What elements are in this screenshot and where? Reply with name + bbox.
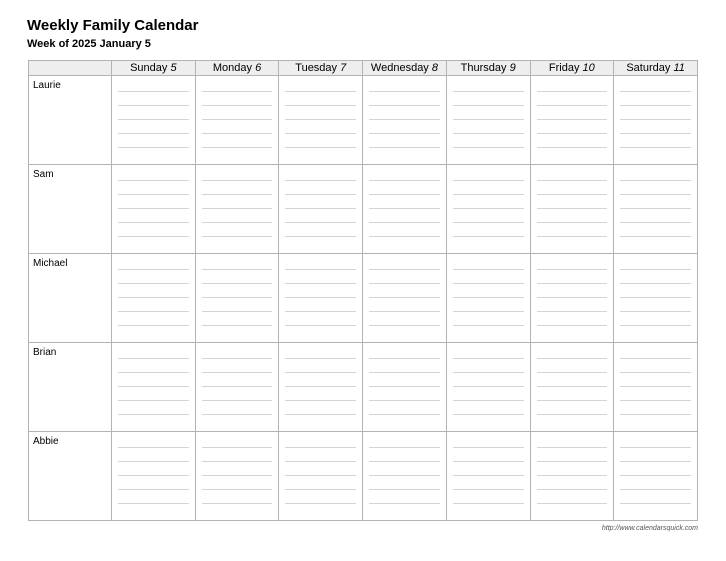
day-name: Wednesday — [370, 62, 429, 74]
writing-line — [453, 448, 524, 462]
writing-line — [118, 490, 189, 504]
day-cell-wednesday[interactable] — [363, 165, 447, 254]
writing-line — [202, 490, 273, 504]
writing-line — [537, 373, 608, 387]
writing-line — [537, 387, 608, 401]
writing-lines — [620, 343, 691, 423]
writing-line — [453, 387, 524, 401]
writing-line — [202, 134, 273, 148]
writing-line — [369, 106, 440, 120]
writing-line — [202, 106, 273, 120]
writing-line — [118, 434, 189, 448]
writing-line — [453, 434, 524, 448]
day-cell-friday[interactable] — [530, 432, 614, 521]
writing-line — [537, 167, 608, 181]
day-cell-monday[interactable] — [195, 165, 279, 254]
day-header-monday — [195, 61, 279, 76]
writing-line — [285, 345, 356, 359]
writing-line — [537, 298, 608, 312]
writing-line — [202, 373, 273, 387]
writing-line — [285, 270, 356, 284]
writing-line — [118, 78, 189, 92]
writing-line — [453, 209, 524, 223]
writing-line — [537, 401, 608, 415]
writing-line — [369, 345, 440, 359]
member-name: Michael — [33, 258, 68, 269]
writing-line — [285, 312, 356, 326]
writing-line — [118, 476, 189, 490]
day-cell-sunday[interactable] — [112, 343, 196, 432]
writing-line — [620, 284, 691, 298]
writing-line — [285, 373, 356, 387]
writing-line — [202, 223, 273, 237]
writing-line — [285, 284, 356, 298]
writing-line — [537, 490, 608, 504]
day-cell-wednesday[interactable] — [363, 343, 447, 432]
writing-line — [620, 92, 691, 106]
writing-lines — [620, 165, 691, 245]
day-header-wednesday — [363, 61, 447, 76]
writing-line — [453, 181, 524, 195]
writing-lines — [369, 76, 440, 156]
writing-line — [537, 270, 608, 284]
member-name-cell — [29, 432, 112, 521]
writing-line — [453, 298, 524, 312]
writing-line — [285, 401, 356, 415]
writing-line — [620, 167, 691, 181]
writing-line — [453, 106, 524, 120]
writing-line — [202, 120, 273, 134]
day-name: Tuesday — [295, 62, 338, 74]
writing-line — [202, 256, 273, 270]
day-cell-tuesday[interactable] — [279, 76, 363, 165]
writing-line — [369, 92, 440, 106]
writing-line — [537, 195, 608, 209]
writing-line — [285, 195, 356, 209]
writing-line — [620, 476, 691, 490]
writing-line — [202, 270, 273, 284]
writing-line — [537, 181, 608, 195]
writing-line — [537, 345, 608, 359]
day-cell-saturday[interactable] — [614, 343, 698, 432]
page-title: Weekly Family Calendar — [27, 17, 199, 34]
footer-url: http://www.calendarsquick.com — [601, 525, 698, 532]
day-date: 11 — [673, 62, 685, 74]
writing-lines — [118, 76, 189, 156]
writing-line — [118, 223, 189, 237]
writing-lines — [537, 343, 608, 423]
writing-line — [202, 462, 273, 476]
writing-lines — [453, 432, 524, 512]
writing-line — [285, 120, 356, 134]
writing-line — [453, 462, 524, 476]
writing-line — [118, 298, 189, 312]
writing-line — [118, 462, 189, 476]
writing-line — [369, 223, 440, 237]
writing-line — [620, 270, 691, 284]
day-cell-monday[interactable] — [195, 343, 279, 432]
day-date: 10 — [582, 62, 595, 74]
day-date: 5 — [170, 62, 177, 74]
writing-lines — [369, 254, 440, 334]
writing-line — [453, 373, 524, 387]
writing-line — [118, 270, 189, 284]
writing-line — [537, 284, 608, 298]
day-header-saturday — [614, 61, 698, 76]
day-cell-thursday[interactable] — [446, 254, 530, 343]
writing-line — [453, 78, 524, 92]
member-name-cell — [29, 254, 112, 343]
day-cell-wednesday[interactable] — [363, 76, 447, 165]
member-row — [29, 76, 698, 165]
writing-line — [537, 134, 608, 148]
writing-line — [285, 359, 356, 373]
writing-lines — [369, 165, 440, 245]
writing-lines — [285, 76, 356, 156]
writing-line — [369, 298, 440, 312]
writing-lines — [453, 76, 524, 156]
writing-line — [453, 256, 524, 270]
day-cell-thursday[interactable] — [446, 432, 530, 521]
writing-line — [285, 387, 356, 401]
day-header-tuesday — [279, 61, 363, 76]
writing-line — [537, 120, 608, 134]
writing-lines — [620, 432, 691, 512]
day-name: Monday — [212, 62, 253, 74]
day-cell-sunday[interactable] — [112, 432, 196, 521]
writing-lines — [202, 76, 273, 156]
member-row — [29, 254, 698, 343]
writing-line — [118, 167, 189, 181]
writing-line — [285, 490, 356, 504]
writing-line — [285, 209, 356, 223]
writing-line — [118, 359, 189, 373]
writing-lines — [369, 343, 440, 423]
day-cell-saturday[interactable] — [614, 165, 698, 254]
member-row — [29, 432, 698, 521]
member-name: Brian — [33, 347, 57, 358]
writing-line — [620, 106, 691, 120]
writing-line — [118, 345, 189, 359]
writing-line — [453, 92, 524, 106]
writing-line — [118, 256, 189, 270]
day-header-friday — [530, 61, 614, 76]
writing-line — [202, 92, 273, 106]
writing-line — [369, 209, 440, 223]
member-rows — [29, 76, 698, 521]
writing-line — [620, 312, 691, 326]
writing-line — [369, 181, 440, 195]
day-cell-tuesday[interactable] — [279, 254, 363, 343]
writing-line — [285, 167, 356, 181]
writing-line — [620, 134, 691, 148]
writing-line — [620, 78, 691, 92]
writing-line — [285, 476, 356, 490]
writing-line — [620, 223, 691, 237]
writing-line — [453, 167, 524, 181]
day-cell-friday[interactable] — [530, 343, 614, 432]
writing-line — [453, 359, 524, 373]
writing-line — [369, 476, 440, 490]
day-cell-monday[interactable] — [195, 432, 279, 521]
writing-line — [453, 345, 524, 359]
writing-line — [620, 373, 691, 387]
day-date: 6 — [255, 62, 262, 74]
writing-line — [369, 434, 440, 448]
writing-line — [285, 298, 356, 312]
writing-line — [202, 476, 273, 490]
day-cell-sunday[interactable] — [112, 165, 196, 254]
writing-line — [285, 223, 356, 237]
writing-lines — [453, 165, 524, 245]
day-cell-thursday[interactable] — [446, 76, 530, 165]
writing-line — [118, 448, 189, 462]
writing-line — [118, 181, 189, 195]
member-name: Abbie — [33, 436, 59, 447]
writing-line — [453, 490, 524, 504]
writing-line — [537, 462, 608, 476]
writing-line — [118, 195, 189, 209]
writing-line — [118, 120, 189, 134]
day-cell-wednesday[interactable] — [363, 254, 447, 343]
writing-lines — [285, 432, 356, 512]
writing-line — [369, 167, 440, 181]
writing-line — [453, 223, 524, 237]
day-cell-saturday[interactable] — [614, 254, 698, 343]
day-cell-tuesday[interactable] — [279, 432, 363, 521]
day-cell-sunday[interactable] — [112, 254, 196, 343]
writing-line — [537, 434, 608, 448]
writing-line — [369, 448, 440, 462]
member-name-cell — [29, 343, 112, 432]
day-cell-thursday[interactable] — [446, 343, 530, 432]
writing-line — [537, 92, 608, 106]
writing-line — [537, 476, 608, 490]
writing-line — [620, 298, 691, 312]
writing-lines — [202, 165, 273, 245]
writing-lines — [285, 254, 356, 334]
day-header-row — [29, 61, 698, 76]
day-date: 9 — [509, 62, 516, 74]
day-name: Sunday — [130, 62, 168, 74]
writing-line — [118, 92, 189, 106]
day-cell-monday[interactable] — [195, 254, 279, 343]
writing-lines — [537, 254, 608, 334]
writing-line — [620, 387, 691, 401]
writing-line — [620, 448, 691, 462]
writing-lines — [537, 76, 608, 156]
day-cell-sunday[interactable] — [112, 76, 196, 165]
writing-line — [620, 490, 691, 504]
day-cell-friday[interactable] — [530, 76, 614, 165]
writing-lines — [285, 165, 356, 245]
day-date: 8 — [431, 62, 438, 74]
writing-line — [620, 345, 691, 359]
writing-line — [620, 181, 691, 195]
writing-line — [620, 462, 691, 476]
writing-line — [369, 373, 440, 387]
writing-line — [285, 448, 356, 462]
writing-line — [369, 359, 440, 373]
writing-lines — [537, 165, 608, 245]
day-cell-tuesday[interactable] — [279, 343, 363, 432]
writing-line — [453, 401, 524, 415]
writing-lines — [285, 343, 356, 423]
day-cell-saturday[interactable] — [614, 76, 698, 165]
writing-line — [453, 134, 524, 148]
writing-line — [537, 256, 608, 270]
writing-lines — [620, 254, 691, 334]
writing-line — [620, 401, 691, 415]
writing-line — [369, 312, 440, 326]
writing-line — [118, 284, 189, 298]
writing-line — [620, 209, 691, 223]
writing-line — [453, 284, 524, 298]
writing-line — [537, 209, 608, 223]
day-name: Friday — [548, 62, 580, 74]
writing-lines — [202, 254, 273, 334]
writing-line — [369, 270, 440, 284]
day-header-sunday — [112, 61, 196, 76]
writing-line — [285, 462, 356, 476]
writing-line — [118, 387, 189, 401]
weekly-calendar-grid — [28, 60, 698, 521]
writing-lines — [118, 343, 189, 423]
member-name: Laurie — [33, 80, 61, 91]
writing-lines — [620, 76, 691, 156]
writing-line — [285, 434, 356, 448]
writing-line — [620, 195, 691, 209]
writing-line — [369, 195, 440, 209]
writing-lines — [118, 254, 189, 334]
writing-line — [118, 134, 189, 148]
writing-line — [537, 106, 608, 120]
writing-line — [118, 106, 189, 120]
member-row — [29, 343, 698, 432]
writing-line — [118, 312, 189, 326]
writing-line — [369, 256, 440, 270]
writing-lines — [369, 432, 440, 512]
writing-line — [537, 223, 608, 237]
day-cell-friday[interactable] — [530, 254, 614, 343]
writing-line — [285, 134, 356, 148]
day-name: Thursday — [460, 62, 507, 74]
writing-line — [202, 181, 273, 195]
member-row — [29, 165, 698, 254]
writing-line — [285, 181, 356, 195]
day-cell-thursday[interactable] — [446, 165, 530, 254]
writing-line — [620, 359, 691, 373]
writing-lines — [537, 432, 608, 512]
writing-line — [202, 448, 273, 462]
writing-line — [202, 209, 273, 223]
writing-line — [453, 476, 524, 490]
member-name-cell — [29, 76, 112, 165]
day-header-thursday — [446, 61, 530, 76]
writing-line — [202, 359, 273, 373]
writing-line — [369, 462, 440, 476]
writing-lines — [118, 432, 189, 512]
writing-line — [118, 401, 189, 415]
writing-line — [202, 167, 273, 181]
writing-line — [202, 387, 273, 401]
writing-lines — [202, 432, 273, 512]
writing-line — [620, 120, 691, 134]
writing-line — [202, 401, 273, 415]
writing-line — [202, 195, 273, 209]
writing-line — [285, 106, 356, 120]
writing-line — [285, 92, 356, 106]
writing-line — [453, 270, 524, 284]
writing-line — [202, 434, 273, 448]
page-subtitle: Week of 2025 January 5 — [27, 38, 151, 50]
writing-line — [620, 256, 691, 270]
writing-line — [537, 312, 608, 326]
writing-line — [285, 256, 356, 270]
day-cell-tuesday[interactable] — [279, 165, 363, 254]
writing-line — [369, 387, 440, 401]
writing-lines — [118, 165, 189, 245]
day-cell-friday[interactable] — [530, 165, 614, 254]
writing-line — [118, 209, 189, 223]
writing-line — [202, 284, 273, 298]
writing-line — [202, 312, 273, 326]
writing-line — [537, 78, 608, 92]
writing-line — [537, 359, 608, 373]
writing-line — [202, 298, 273, 312]
writing-line — [537, 448, 608, 462]
writing-line — [369, 490, 440, 504]
day-cell-wednesday[interactable] — [363, 432, 447, 521]
writing-line — [453, 312, 524, 326]
writing-line — [453, 195, 524, 209]
writing-line — [202, 345, 273, 359]
member-name: Sam — [33, 169, 54, 180]
day-name: Saturday — [626, 62, 671, 74]
day-cell-saturday[interactable] — [614, 432, 698, 521]
writing-line — [620, 434, 691, 448]
writing-line — [453, 120, 524, 134]
writing-lines — [202, 343, 273, 423]
writing-line — [369, 401, 440, 415]
writing-lines — [453, 254, 524, 334]
writing-line — [369, 120, 440, 134]
writing-line — [285, 78, 356, 92]
writing-line — [369, 284, 440, 298]
writing-line — [118, 373, 189, 387]
day-cell-monday[interactable] — [195, 76, 279, 165]
writing-line — [369, 78, 440, 92]
writing-line — [202, 78, 273, 92]
corner-cell — [29, 61, 112, 76]
writing-line — [369, 134, 440, 148]
writing-lines — [453, 343, 524, 423]
member-name-cell — [29, 165, 112, 254]
day-date: 7 — [340, 62, 347, 74]
